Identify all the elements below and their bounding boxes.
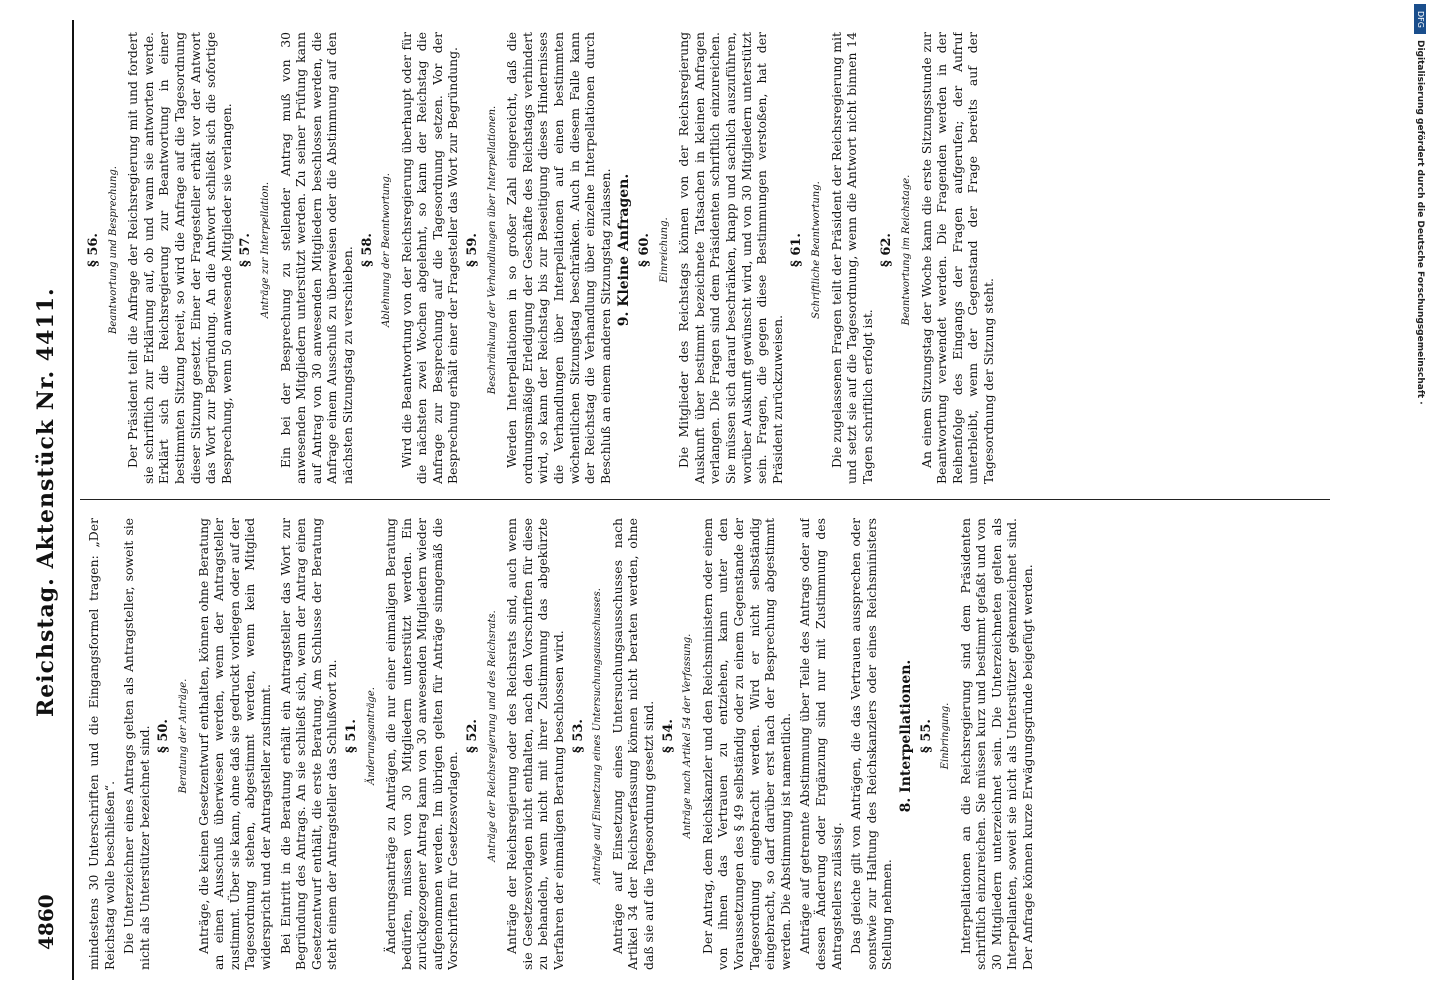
paragraph-text: mindestens 30 Unterschriften und die Eingangsformel tragen: „Der Reichstag wolle beschließen“. — [86, 518, 117, 970]
funding-sidebar — [1408, 0, 1434, 1000]
section-subtitle: Beantwortung und Besprechung. — [107, 166, 119, 334]
section-subtitle: Anträge nach Artikel 54 der Verfassung. — [682, 633, 694, 839]
paragraph-text: Die Mitglieder des Reichstags können von der Reichsregierung Auskunft über bestimmt bezeichnete Tatsachen in kleinen Anfragen verlangen. Die Fragen sind dem Präsidenten schriftlich einzureichen. Sie müssen sich darauf beschränken, knapp und sachlich auszuführen, worüber Auskunft gewünscht wird, und von 30 Mitgliedern unterstützt sein. Fragen, die gegen diese Bestimmungen verstoßen, hat der Präsident zurückzuweisen. — [676, 32, 785, 484]
section-number: § 58. — [359, 233, 375, 267]
paragraph-text: Anträge der Reichsregierung oder des Reichsrats sind, auch wenn sie Gesetzesvorlagen nicht enthalten, nach den Vorschriften für diese zu behandeln, wenn nicht mit ihrer Zustimmung das abgekürzte Verfahren der einmaligen Beratung beschlossen wird. — [504, 518, 567, 970]
section-subtitle: Einbringung. — [940, 702, 952, 770]
section-number: § 56. — [86, 233, 101, 267]
section-subtitle: Anträge zur Interpellation. — [259, 181, 271, 319]
section-subtitle: Beantwortung im Reichstage. — [900, 174, 912, 326]
left-column — [86, 518, 1326, 970]
section-number: § 52. — [465, 719, 481, 753]
section-number: § 57. — [238, 233, 254, 267]
section-number: § 62. — [879, 233, 895, 267]
rotated-document-page — [20, 20, 1340, 980]
section-number: § 55. — [918, 719, 934, 753]
paragraph-text: Die Unterzeichner eines Antrags gelten als Antragsteller, soweit sie nicht als Unterstützer bezeichnet sind. — [121, 518, 152, 970]
paragraph-text: Der Präsident teilt die Anfrage der Reichsregierung mit und fordert sie schriftlich zur Erklärung auf, ob und wann sie antworten werde. Erklärt sich die Reichsregierung zur Beantwortung in einer bestimmten Sitzung bereit, so wird die Anfrage auf die Tagesordnung dieser Sitzung gesetzt. Einer der Fragesteller erhält vor der Antwort das Wort zur Begründung. An die Antwort schließt sich die sofortige Besprechung, wenn 50 anwesende Mitglieder sie verlangen. — [125, 32, 234, 484]
paragraph-text: Interpellationen an die Reichsregierung sind dem Präsidenten schriftlich einzureichen. Sie müssen kurz und bestimmt gefaßt und von 30 Mitgliedern unterzeichnet sein. Die Unterzeichneten gelten als Interpellanten, soweit sie nicht als Unterstützer gekennzeichnet sind. Der Anfrage können kurze Erwägungsgründe beigefügt werden. — [957, 518, 1036, 970]
paragraph-text: Wird die Beantwortung von der Reichsregierung überhaupt oder für die nächsten zwei Wochen abgelehnt, so kann der Reichstag die Anfrage zur Besprechung auf die Tagesordnung setzen. Vor der Besprechung erhält einer der Fragesteller das Wort zur Begründung. — [398, 32, 461, 484]
chapter-heading: 9. Kleine Anfragen. — [616, 173, 633, 327]
section-number: § 51. — [343, 719, 359, 753]
section-subtitle: Änderungsanträge. — [365, 687, 377, 785]
right-column — [86, 32, 1326, 484]
paragraph-text: Das gleiche gilt von Anträgen, die das Vertrauen aussprechen oder sonstwie zur Haltung des Reichskanzlers oder eines Reichsministers Stellung nehmen. — [848, 518, 895, 970]
paragraph-text: Die zugelassenen Fragen teilt der Präsident der Reichsregierung mit und setzt sie auf die Tagesordnung, wenn die Antwort nicht binnen 14 Tagen schriftlich erfolgt ist. — [828, 32, 875, 484]
dfg-logo: DFG — [1414, 4, 1426, 34]
page-number: 4860 — [34, 894, 58, 950]
section-number: § 54. — [660, 719, 676, 753]
page-title: Reichstag. Aktenstück Nr. 4411. — [33, 287, 59, 718]
section-number: § 53. — [570, 719, 586, 753]
chapter-heading: 8. Interpellationen. — [897, 659, 914, 813]
column-divider — [80, 499, 1330, 500]
section-subtitle: Beschränkung der Verhandlungen über Interpellationen. — [486, 105, 498, 395]
paragraph-text: Anträge auf getrennte Abstimmung über Teile des Antrags oder auf dessen Änderung oder Ergänzung sind nur mit Zustimmung des Antragstellers zulässig. — [797, 518, 844, 970]
funding-credit: Digitalisierung gefördert durch die Deutsche Forschungsgemeinschaft · — [1415, 40, 1425, 405]
section-subtitle: Anträge auf Einsetzung eines Untersuchungsausschusses. — [592, 588, 604, 884]
section-subtitle: Schriftliche Beantwortung. — [810, 181, 822, 319]
paragraph-text: Werden Interpellationen in so großer Zahl eingereicht, daß die ordnungsmäßige Erledigung der Geschäfte des Reichstags verhindert wird, so kann der Reichstag bis zur Beseitigung dieses Hindernisses die Verhandlungen über Interpellationen auf einen bestimmten wöchentlichen Sitzungstag beschränken. Auch in diesem Falle kann der Reichstag die Verhandlung über einzelne Interpellationen durch Beschluß an einem anderen Sitzungstag zulassen. — [504, 32, 613, 484]
paragraph-text: Bei Eintritt in die Beratung erhält ein Antragsteller das Wort zur Begründung des Antrags. An sie schließt sich, wenn der Antrag einen Gesetzentwurf enthält, die erste Beratung. Am Schlusse der Beratung steht einem der Antragsteller das Schlußwort zu. — [277, 518, 340, 970]
paragraph-text: Ein bei der Besprechung zu stellender Antrag muß von 30 anwesenden Mitgliedern unterstützt werden. Zu seiner Prüfung kann auf Antrag von 30 anwesenden Mitgliedern beschlossen werden, die Anfrage einem Ausschuß zu überweisen oder die Abstimmung auf den nächsten Sitzungstag zu verschieben. — [277, 32, 355, 484]
page-header — [20, 20, 74, 980]
paragraph-text: Änderungsanträge zu Anträgen, die nur einer einmaligen Beratung bedürfen, müssen von 30 Mitgliedern unterstützt werden. Ein zurückgezogener Antrag kann von 30 anwesenden Mitgliedern wieder aufgenommen werden. Im übrigen gelten für Anträge sinngemäß die Vorschriften für Gesetzesvorlagen. — [383, 518, 461, 970]
section-number: § 50. — [156, 719, 172, 753]
paragraph-text: An einem Sitzungstag der Woche kann die erste Sitzungsstunde zur Beantwortung verwendet werden. Die Fragenden werden in der Reihenfolge des Eingangs der Fragen aufgerufen; der Aufruf unterbleibt, wenn der Gegenstand der Frage bereits auf der Tagesordnung der Sitzung steht. — [918, 32, 996, 484]
section-number: § 59. — [465, 233, 481, 267]
section-subtitle: Einreichung. — [658, 217, 670, 283]
section-subtitle: Anträge der Reichsregierung und des Reichsrats. — [486, 610, 498, 862]
paragraph-text: Anträge auf Einsetzung eines Untersuchungsausschusses nach Artikel 34 der Reichsverfassung können nicht beraten werden, ohne daß sie auf die Tagesordnung gesetzt sind. — [609, 518, 656, 970]
paragraph-text: Anträge, die keinen Gesetzentwurf enthalten, können ohne Beratung an einen Ausschuß überwiesen werden, wenn der Antragsteller zustimmt. Über sie kann, ohne daß sie gedruckt vorliegen oder auf der Tagesordnung stehen, abgestimmt werden, wenn kein Mitglied widerspricht und der Antragsteller zustimmt. — [195, 518, 273, 970]
section-number: § 60. — [637, 233, 652, 267]
section-number: § 61. — [789, 233, 805, 267]
paragraph-text: Der Antrag, dem Reichskanzler und den Reichsministern oder einem von ihnen das Vertrauen zu entziehen, kann unter den Voraussetzungen des § 49 selbständig oder zu einem Gegenstande der Tagesordnung eingebracht werden. Wird er nicht selbständig eingebracht, so darf darüber erst nach der Besprechung abgestimmt werden. Die Abstimmung ist namentlich. — [699, 518, 793, 970]
section-subtitle: Beratung der Anträge. — [177, 678, 189, 794]
section-subtitle: Ablehnung der Beantwortung. — [381, 173, 393, 327]
